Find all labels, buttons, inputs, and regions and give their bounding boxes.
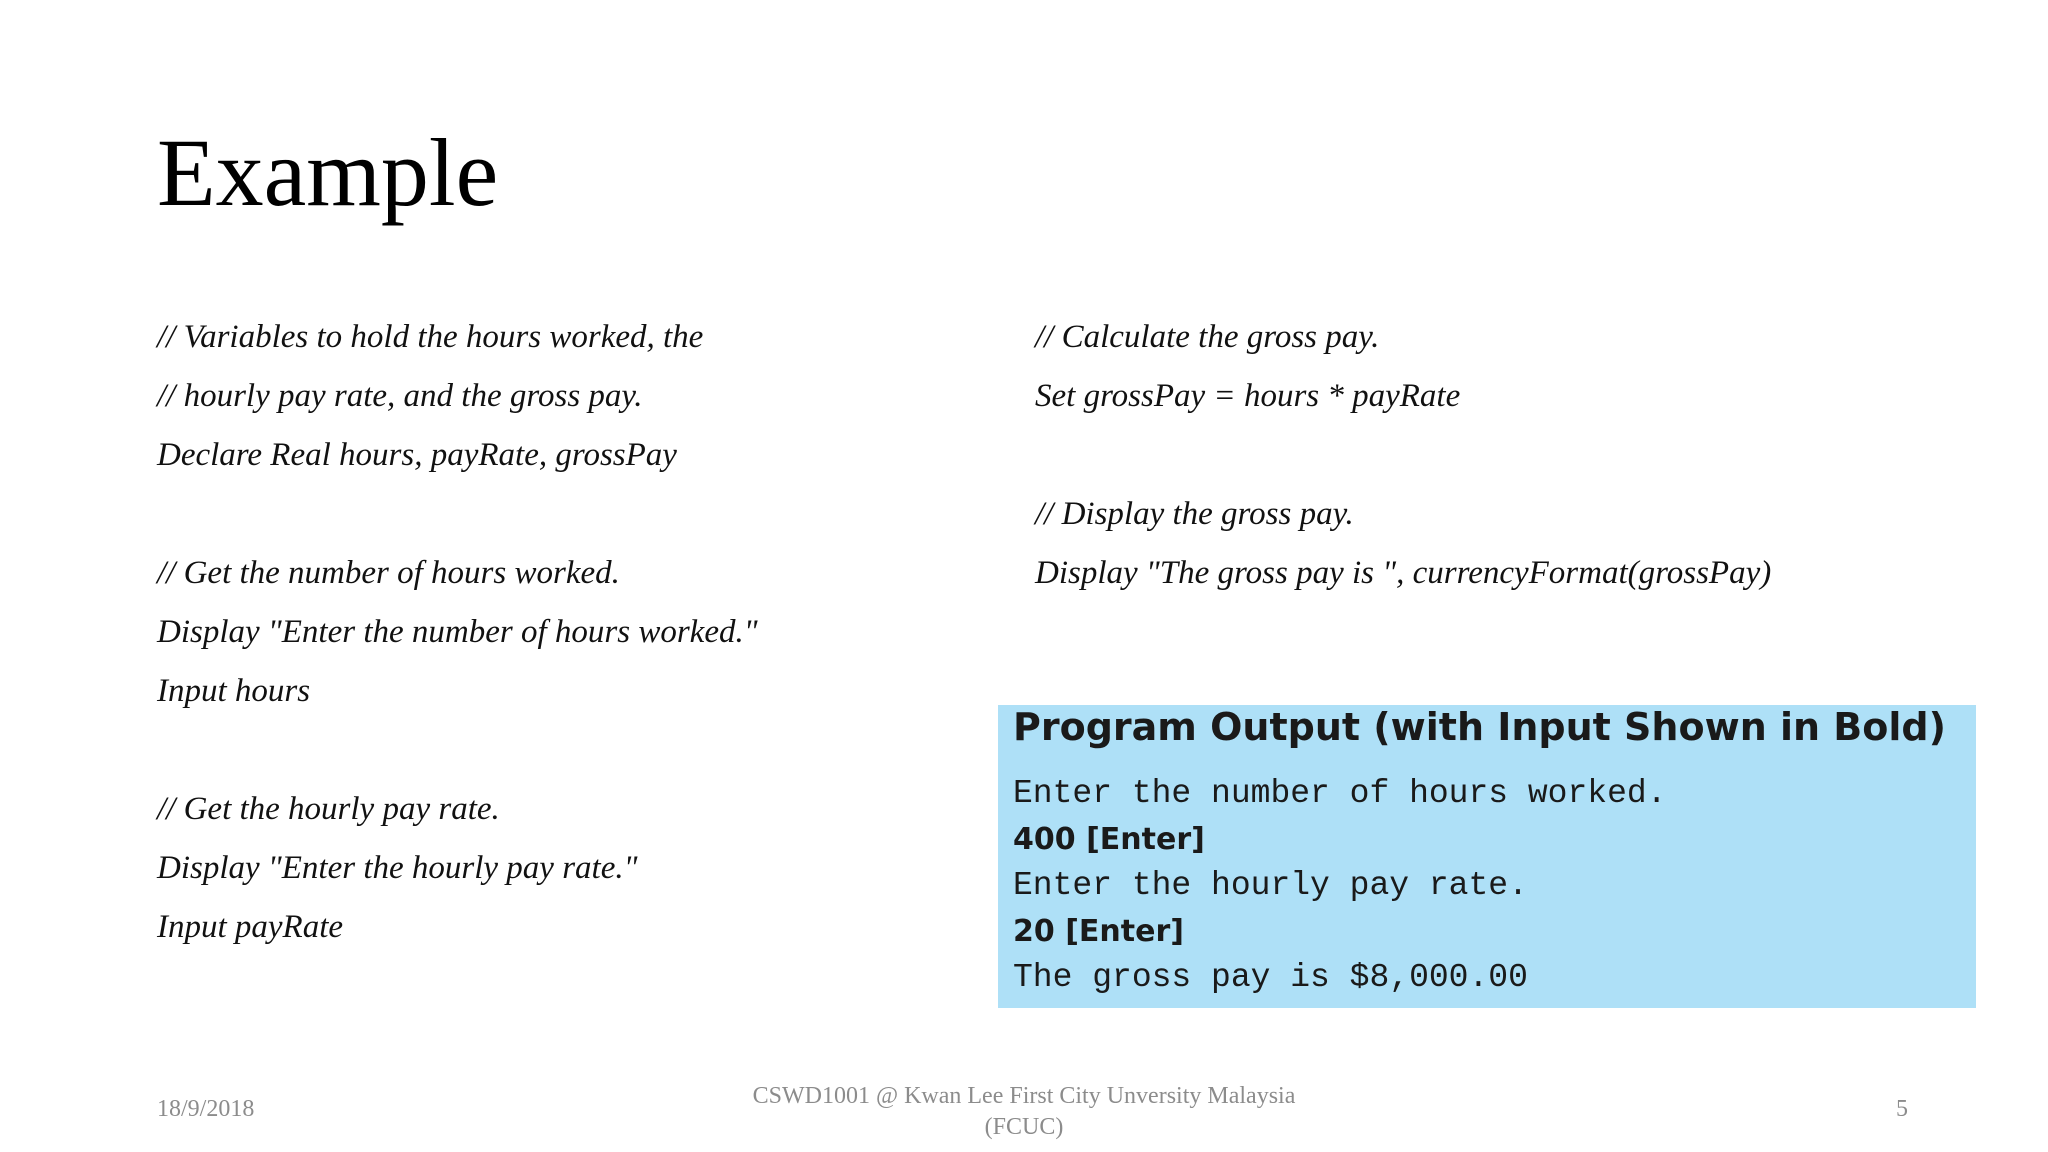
code-line: // Get the number of hours worked. — [157, 555, 620, 591]
code-line: Input payRate — [157, 909, 344, 945]
output-input-line: 400 [Enter] — [1013, 822, 1205, 857]
output-input-line: 20 [Enter] — [1013, 914, 1184, 949]
footer-date: 18/9/2018 — [157, 1096, 255, 1122]
left-code-block — [157, 308, 758, 957]
slide-title: Example — [157, 119, 499, 226]
footer-caption-line-2: (FCUC) — [984, 1114, 1064, 1140]
output-line: Enter the hourly pay rate. — [1013, 867, 1528, 904]
program-output-heading: Program Output (with Input Shown in Bold) — [1013, 705, 1946, 749]
code-line: Declare Real hours, payRate, grossPay — [157, 437, 677, 473]
footer-caption-line-1: CSWD1001 @ Kwan Lee First City Unversity Malaysia — [752, 1083, 1296, 1109]
code-line: // Variables to hold the hours worked, the — [157, 319, 704, 355]
output-line: Enter the number of hours worked. — [1013, 775, 1667, 812]
code-line — [1035, 426, 1771, 485]
program-output-box — [998, 705, 1976, 1008]
code-line — [157, 721, 758, 780]
code-line: // Calculate the gross pay. — [1035, 319, 1380, 355]
code-line: Set grossPay = hours * payRate — [1035, 378, 1461, 414]
code-line: Input hours — [157, 673, 311, 709]
code-line: // Get the hourly pay rate. — [157, 791, 500, 827]
right-code-block — [1035, 308, 1771, 603]
page-number: 5 — [1896, 1096, 1908, 1122]
code-line: Display "The gross pay is ", currencyFormat(grossPay) — [1035, 555, 1772, 591]
code-line: Display "Enter the number of hours worked." — [157, 614, 758, 650]
code-line — [157, 485, 758, 544]
output-line: The gross pay is $8,000.00 — [1013, 959, 1528, 996]
code-line: Display "Enter the hourly pay rate." — [157, 850, 638, 886]
footer-caption — [724, 1081, 1324, 1143]
code-line: // Display the gross pay. — [1035, 496, 1354, 532]
code-line: // hourly pay rate, and the gross pay. — [157, 378, 643, 414]
